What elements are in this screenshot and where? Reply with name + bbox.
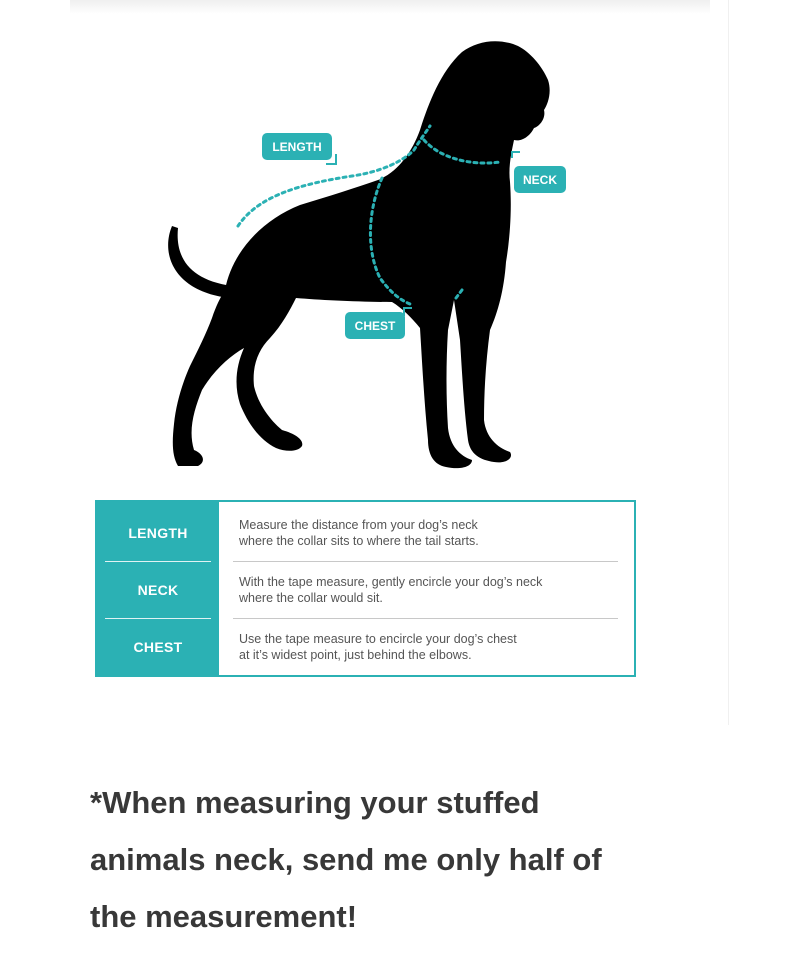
row-description	[239, 618, 620, 676]
row-label: CHEST	[133, 639, 183, 655]
table-row-chest	[97, 618, 634, 676]
length-tag	[262, 133, 332, 160]
row-description-line: where the collar sits to where the tail starts.	[239, 534, 479, 548]
dog-silhouette-icon	[168, 41, 550, 468]
chest-tag	[345, 312, 405, 339]
neck-tag	[514, 166, 566, 193]
measurement-table	[95, 500, 636, 677]
note-line: *When measuring your stuffed	[90, 785, 540, 820]
row-description	[239, 561, 620, 619]
neck-tag-label: NECK	[522, 173, 558, 187]
row-description-line: With the tape measure, gently encircle your dog’s neck	[239, 575, 543, 589]
note-line: the measurement!	[90, 899, 358, 934]
row-description	[239, 504, 620, 562]
note-line: animals neck, send me only half of	[90, 842, 602, 877]
table-row-neck	[97, 561, 634, 619]
table-row-length	[97, 504, 634, 562]
row-description-line: where the collar would sit.	[239, 591, 383, 605]
chest-tag-label: CHEST	[354, 319, 396, 333]
dog-measurement-diagram	[0, 0, 730, 490]
row-description-line: Measure the distance from your dog’s neck	[239, 518, 478, 532]
row-description-line: Use the tape measure to encircle your dog’s chest	[239, 632, 517, 646]
stuffed-animal-note	[90, 774, 730, 945]
row-label: LENGTH	[128, 525, 188, 541]
row-description-line: at it’s widest point, just behind the elbows.	[239, 648, 472, 662]
row-label: NECK	[137, 582, 179, 598]
length-tag-label: LENGTH	[272, 140, 322, 154]
